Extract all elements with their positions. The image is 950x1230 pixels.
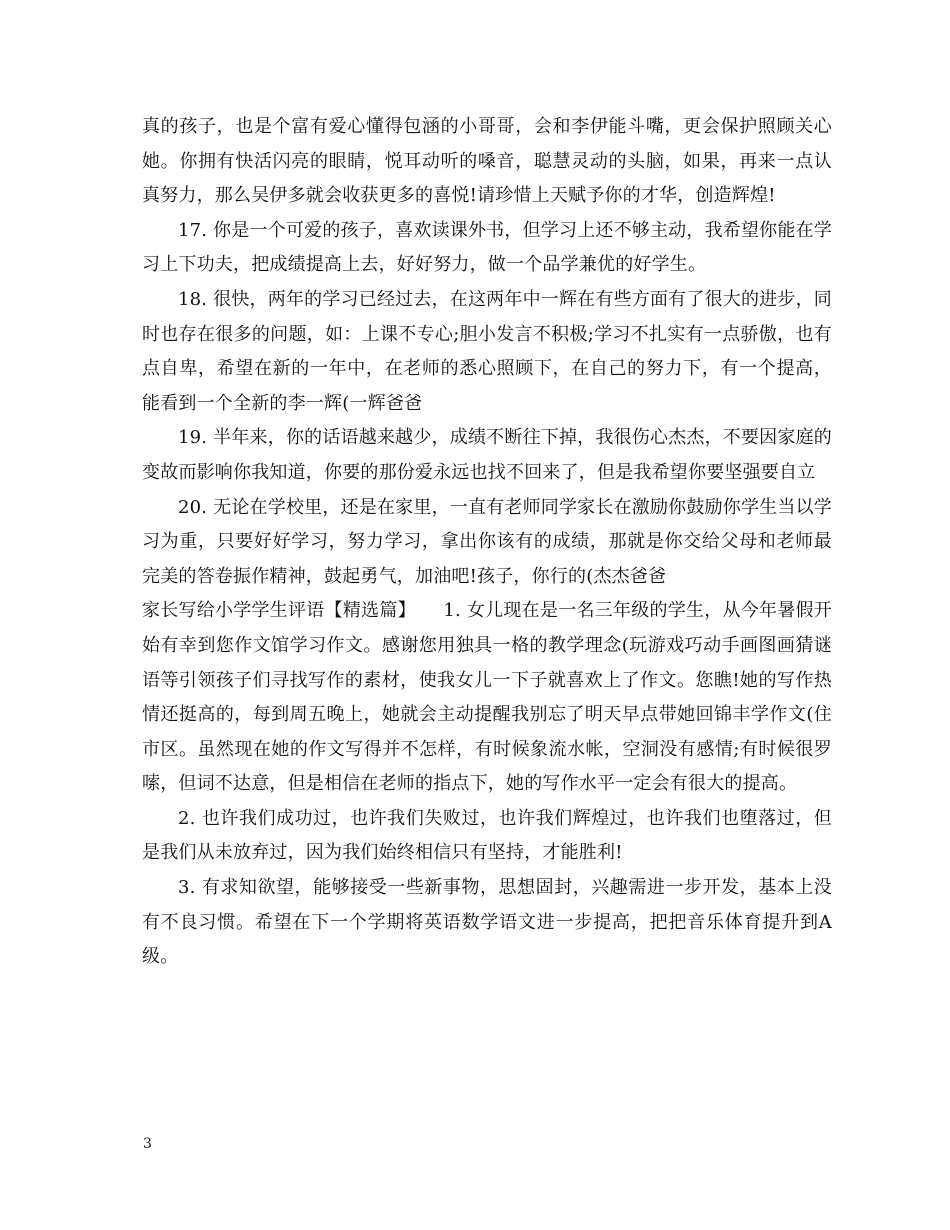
paragraph-continuation: 真的孩子，也是个富有爱心懂得包涵的小哥哥，会和李伊能斗嘴，更会保护照顾关心她。你拥有快活闪亮的眼睛，悦耳动听的嗓音，聪慧灵动的头脑，如果，再来一点认真努力，那么吴伊多就会收获更多的喜悦!请珍惜上天赋予你的才华，创造辉煌!: [142, 116, 832, 207]
paragraph-item-19: 19. 半年来，你的话语越来越少，成绩不断往下掉，我很伤心杰杰，不要因家庭的变故而影响你我知道，你要的那份爱永远也找不回来了，但是我希望你要坚强要自立: [142, 427, 832, 483]
paragraph-item-20: 20. 无论在学校里，还是在家里，一直有老师同学家长在激励你鼓励你学生当以学习为重，只要好好学习，努力学习，拿出你该有的成绩，那就是你交给父母和老师最完美的答卷振作精神，鼓起勇气，加油吧!孩子，你行的(杰杰爸爸: [142, 496, 832, 587]
paragraph-item-18: 18. 很快，两年的学习已经过去，在这两年中一辉在有些方面有了很大的进步，同时也存在很多的问题，如：上课不专心;胆小发言不积极;学习不扎实有一点骄傲，也有点自卑，希望在新的一年中，在老师的悉心照顾下，在自己的努力下，有一个提高，能看到一个全新的李一辉(一辉爸爸: [142, 288, 832, 414]
paragraph-item-3: 3. 有求知欲望，能够接受一些新事物，思想固封，兴趣需进一步开发，基本上没有不良习惯。希望在下一个学期将英语数学语文进一步提高，把把音乐体育提升到A级。: [142, 877, 832, 968]
paragraph-section-heading-item-1: 家长写给小学学生评语【精选篇】 1. 女儿现在是一名三年级的学生，从今年暑假开始有幸到您作文馆学习作文。感谢您用独具一格的教学理念(玩游戏巧动手画图画猜谜语等引领孩子们寻找写作的素材，使我女儿一下子就喜欢上了作文。您瞧!她的写作热情还挺高的，每到周五晚上，她就会主动提醒我别忘了明天早点带她回锦丰学作文(住市区。虽然现在她的作文写得并不怎样，有时候象流水帐，空洞没有感情;有时候很罗嗦，但词不达意，但是相信在老师的指点下，她的写作水平一定会有很大的提高。: [142, 600, 832, 795]
document-body: [142, 110, 832, 975]
paragraph-item-17: 17. 你是一个可爱的孩子，喜欢读课外书，但学习上还不够主动，我希望你能在学习上下功夫，把成绩提高上去，好好努力，做一个品学兼优的好学生。: [142, 219, 832, 276]
page-number: 3: [143, 1136, 152, 1152]
paragraph-item-2: 2. 也许我们成功过，也许我们失败过，也许我们辉煌过，也许我们也堕落过，但是我们从未放弃过，因为我们始终相信只有坚持，才能胜利!: [142, 807, 832, 864]
